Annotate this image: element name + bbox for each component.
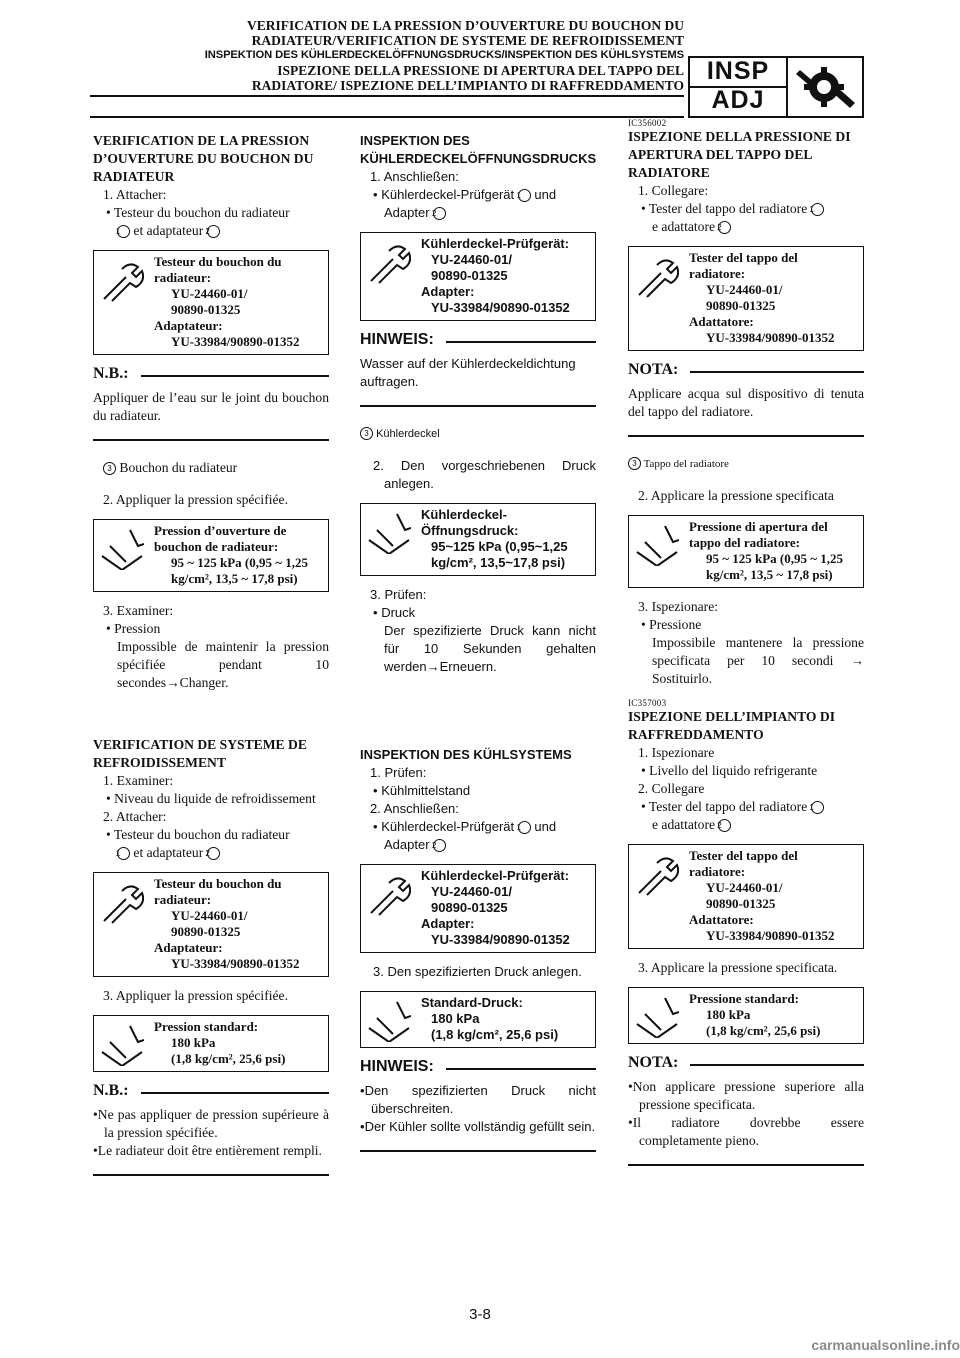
fr-nb1-text: Appliquer de l’eau sur le joint du bouchon du radiateur. — [93, 390, 329, 423]
fr-ref3: 3 Bouchon du radiateur — [93, 459, 329, 477]
fr-s1-step2: 2. Appliquer la pression spécifiée. — [103, 492, 288, 507]
it-section1-title: ISPEZIONE DELLA PRESSIONE DI APERTURA DEL TAPPO DEL RADIATORE — [628, 129, 851, 180]
pressure-spec-icon — [635, 522, 679, 566]
special-tool-icon — [367, 873, 411, 917]
pressure-spec-icon — [635, 994, 679, 1038]
insp-adj-badge — [688, 56, 864, 118]
de-tool-box-1: Kühlerdeckel-Prüfgerät: YU-24460-01/ 90890-01325 Adapter: YU-33984/90890-01352 — [360, 232, 596, 321]
fr-section2-title: VERIFICATION DE SYSTEME DE REFROIDISSEMENT — [93, 737, 307, 770]
it-pressure-box-2: Pressione standard: 180 kPa (1,8 kg/cm², 25,6 psi) — [628, 987, 864, 1044]
special-tool-icon — [635, 853, 679, 897]
fr-s1-step1-bullet: Testeur du bouchon du radiateur — [113, 205, 290, 220]
it-pressure-box-1: Pressione di apertura del tappo del radiatore: 95 ~ 125 kPa (0,95 ~ 1,25 kg/cm², 13,5 ~ 17,8 psi) — [628, 515, 864, 588]
fr-tool-box-1: Testeur du bouchon du radiateur: YU-24460-01/ 90890-01325 Adaptateur: YU-33984/90890-01352 — [93, 250, 329, 355]
it-tool-box-1: Tester del tappo del radiatore: YU-24460-01/ 90890-01325 Adattatore: YU-33984/90890-01352 — [628, 246, 864, 351]
wrench-gear-icon — [794, 62, 858, 112]
special-tool-icon — [100, 881, 144, 925]
fr-nb2-heading: N.B.: — [93, 1082, 329, 1100]
fr-tool-box-2: Testeur du bouchon du radiateur: YU-24460-01/ 90890-01325 Adaptateur: YU-33984/90890-01352 — [93, 872, 329, 977]
header-line-5: RADIATORE/ ISPEZIONE DELL’IMPIANTO DI RAFFREDDAMENTO — [251, 78, 684, 93]
badge-insp: INSP — [706, 57, 770, 85]
column-french: VERIFICATION DE LA PRESSION D’OUVERTURE DU BOUCHON DU RADIATEUR 1. Attacher: • Testeur du bouchon du radiateur 1 et adaptateur 2 Testeur du bouchon du radiateur: YU-24460-01/ 90890-01325 Adaptateur: YU-33984/90890-01352 N.B.: Appliquer de l’eau sur le joint du bouchon du radiateur. 3 Bouchon du radiateur 2. Appliquer la pression spécifiée. Pression d’ouverture de bouchon de radiateur: 95 ~ 125 kPa (0,95 ~ 1,25 kg/cm², 13,5 ~ 17,8 psi) 3. Examiner: • Pression Impossible de maintenir la pression spécifiée pendant 10 secondes→Changer. VERIFICATION DE SYSTEME DE REFROIDISSEMENT 1. Examiner: • Niveau du liquide de refroidissement 2. Attacher: • Testeur du bouchon du radiateur 1 et adaptateur 2 Testeur du bouchon du radiateur: YU-24460-01/ 90890-01325 Adaptateur: YU-33984/90890-01352 3. Appliquer la pression spécifiée. Pression standard: 180 kPa (1,8 kg/cm², 25,6 psi) N.B.: •Ne pas appliquer de pression supérieure à la pression spécifiée. •Le radiateur doit être entièrement rempli. — [93, 128, 329, 1176]
de-section2-title: INSPEKTION DES KÜHLSYSTEMS — [360, 747, 572, 762]
special-tool-icon — [367, 241, 411, 285]
pressure-spec-icon — [367, 998, 411, 1042]
pressure-spec-icon — [100, 1022, 144, 1066]
fr-pressure-box-1: Pression d’ouverture de bouchon de radiateur: 95 ~ 125 kPa (0,95 ~ 1,25 kg/cm², 13,5 ~ 17,8 psi) — [93, 519, 329, 592]
header-rule-lower — [90, 116, 684, 118]
header-line-2: RADIATEUR/VERIFICATION DE SYSTEME DE REFROIDISSEMENT — [251, 33, 684, 48]
header-line-3: INSPEKTION DES KÜHLERDECKELÖFFNUNGSDRUCKS/INSPEKTION DES KÜHLSYSTEMS — [204, 49, 684, 61]
badge-adj: ADJ — [711, 86, 765, 114]
de-tool-box-2: Kühlerdeckel-Prüfgerät: YU-24460-01/ 90890-01325 Adapter: YU-33984/90890-01352 — [360, 864, 596, 953]
it-tool-box-2: Tester del tappo del radiatore: YU-24460-01/ 90890-01325 Adattatore: YU-33984/90890-01352 — [628, 844, 864, 949]
fr-s1-step3: 3. Examiner: — [103, 603, 174, 618]
header-rule-upper — [90, 95, 684, 97]
special-tool-icon — [100, 259, 144, 303]
watermark: carmanualsonline.info — [811, 1337, 960, 1353]
header-titles — [90, 18, 684, 93]
de-section1-title: INSPEKTION DES KÜHLERDECKELÖFFNUNGSDRUCKS — [360, 133, 597, 166]
pressure-spec-icon — [100, 526, 144, 570]
de-pressure-box-1: Kühlerdeckel-Öffnungsdruck: 95~125 kPa (0,95~1,25 kg/cm², 13,5~17,8 psi) — [360, 503, 596, 576]
page-number: 3-8 — [469, 1306, 491, 1323]
fr-s1-step1: 1. Attacher: — [103, 187, 167, 202]
fr-section1-title: VERIFICATION DE LA PRESSION D’OUVERTURE DU BOUCHON DU RADIATEUR — [93, 133, 314, 184]
it-section2-title: ISPEZIONE DELL’IMPIANTO DI RAFFREDDAMENTO — [628, 709, 835, 742]
fr-pressure-box-2: Pression standard: 180 kPa (1,8 kg/cm², 25,6 psi) — [93, 1015, 329, 1072]
pressure-spec-icon — [367, 510, 411, 554]
column-german: INSPEKTION DES KÜHLERDECKELÖFFNUNGSDRUCKS 1. Anschließen: • Kühlerdeckel-Prüfgerät 1 und Adapter 2 Kühlerdeckel-Prüfgerät: YU-24460-01/ 90890-01325 Adapter: YU-33984/90890-01352 HINWEIS: Wasser auf der Kühlerdeckeldichtung auftragen. 3 Kühlerdeckel 2. Den vorgeschriebenen Druck anlegen. Kühlerdeckel-Öffnungsdruck: 95~125 kPa (0,95~1,25 kg/cm², 13,5~17,8 psi) 3. Prüfen: • Druck Der spezifizierte Druck kann nicht für 10 Sekunden gehalten werden→Erneuern. INSPEKTION DES KÜHLSYSTEMS 1. Prüfen: • Kühlmittelstand 2. Anschließen: • Kühlerdeckel-Prüfgerät 1 und Adapter 2 Kühlerdeckel-Prüfgerät: YU-24460-01/ 90890-01325 Adapter: YU-33984/90890-01352 3. Den spezifizierten Druck anlegen. Standard-Druck: 180 kPa (1,8 kg/cm², 25,6 psi) HINWEIS: •Den spezifizierten Druck nicht überschreiten. •Der Kühler sollte vollständig gefüllt sein. — [360, 128, 596, 1152]
column-italian: IC356002 ISPEZIONE DELLA PRESSIONE DI APERTURA DEL TAPPO DEL RADIATORE 1. Collegare: • Tester del tappo del radiatore 1 e adattatore 2 Tester del tappo del radiatore: YU-24460-01/ 90890-01325 Adattatore: YU-33984/90890-01352 NOTA: Applicare acqua sul dispositivo di tenuta del tappo del radiatore. 3 Tappo del radiatore 2. Applicare la pressione specificata Pressione di apertura del tappo del radiatore: 95 ~ 125 kPa (0,95 ~ 1,25 kg/cm², 13,5 ~ 17,8 psi) 3. Ispezionare: • Pressione Impossibile mantenere la pressione specificata per 10 secondi → Sostituirlo. IC357003 ISPEZIONE DELL’IMPIANTO DI RAFFREDDAMENTO 1. Ispezionare • Livello del liquido refrigerante 2. Collegare • Tester del tappo del radiatore 1 e adattatore 2 Tester del tappo del radiatore: YU-24460-01/ 90890-01325 Adattatore: YU-33984/90890-01352 3. Applicare la pressione specificata. Pressione standard: 180 kPa (1,8 kg/cm², 25,6 psi) NOTA: •Non applicare pressione superiore alla pressione specificata. •Il radiatore dovrebbe essere completamente pieno. — [628, 118, 864, 1166]
fr-s1-step3-text: Impossible de maintenir la pression spécifiée pendant 10 secondes→Changer. — [117, 639, 329, 690]
special-tool-icon — [635, 255, 679, 299]
header-line-4: ISPEZIONE DELLA PRESSIONE DI APERTURA DEL TAPPO DEL — [277, 63, 684, 78]
de-pressure-box-2: Standard-Druck: 180 kPa (1,8 kg/cm², 25,6 psi) — [360, 991, 596, 1048]
header-line-1: VERIFICATION DE LA PRESSION D’OUVERTURE DU BOUCHON DU — [247, 18, 684, 33]
fr-nb-heading: N.B.: — [93, 365, 329, 383]
